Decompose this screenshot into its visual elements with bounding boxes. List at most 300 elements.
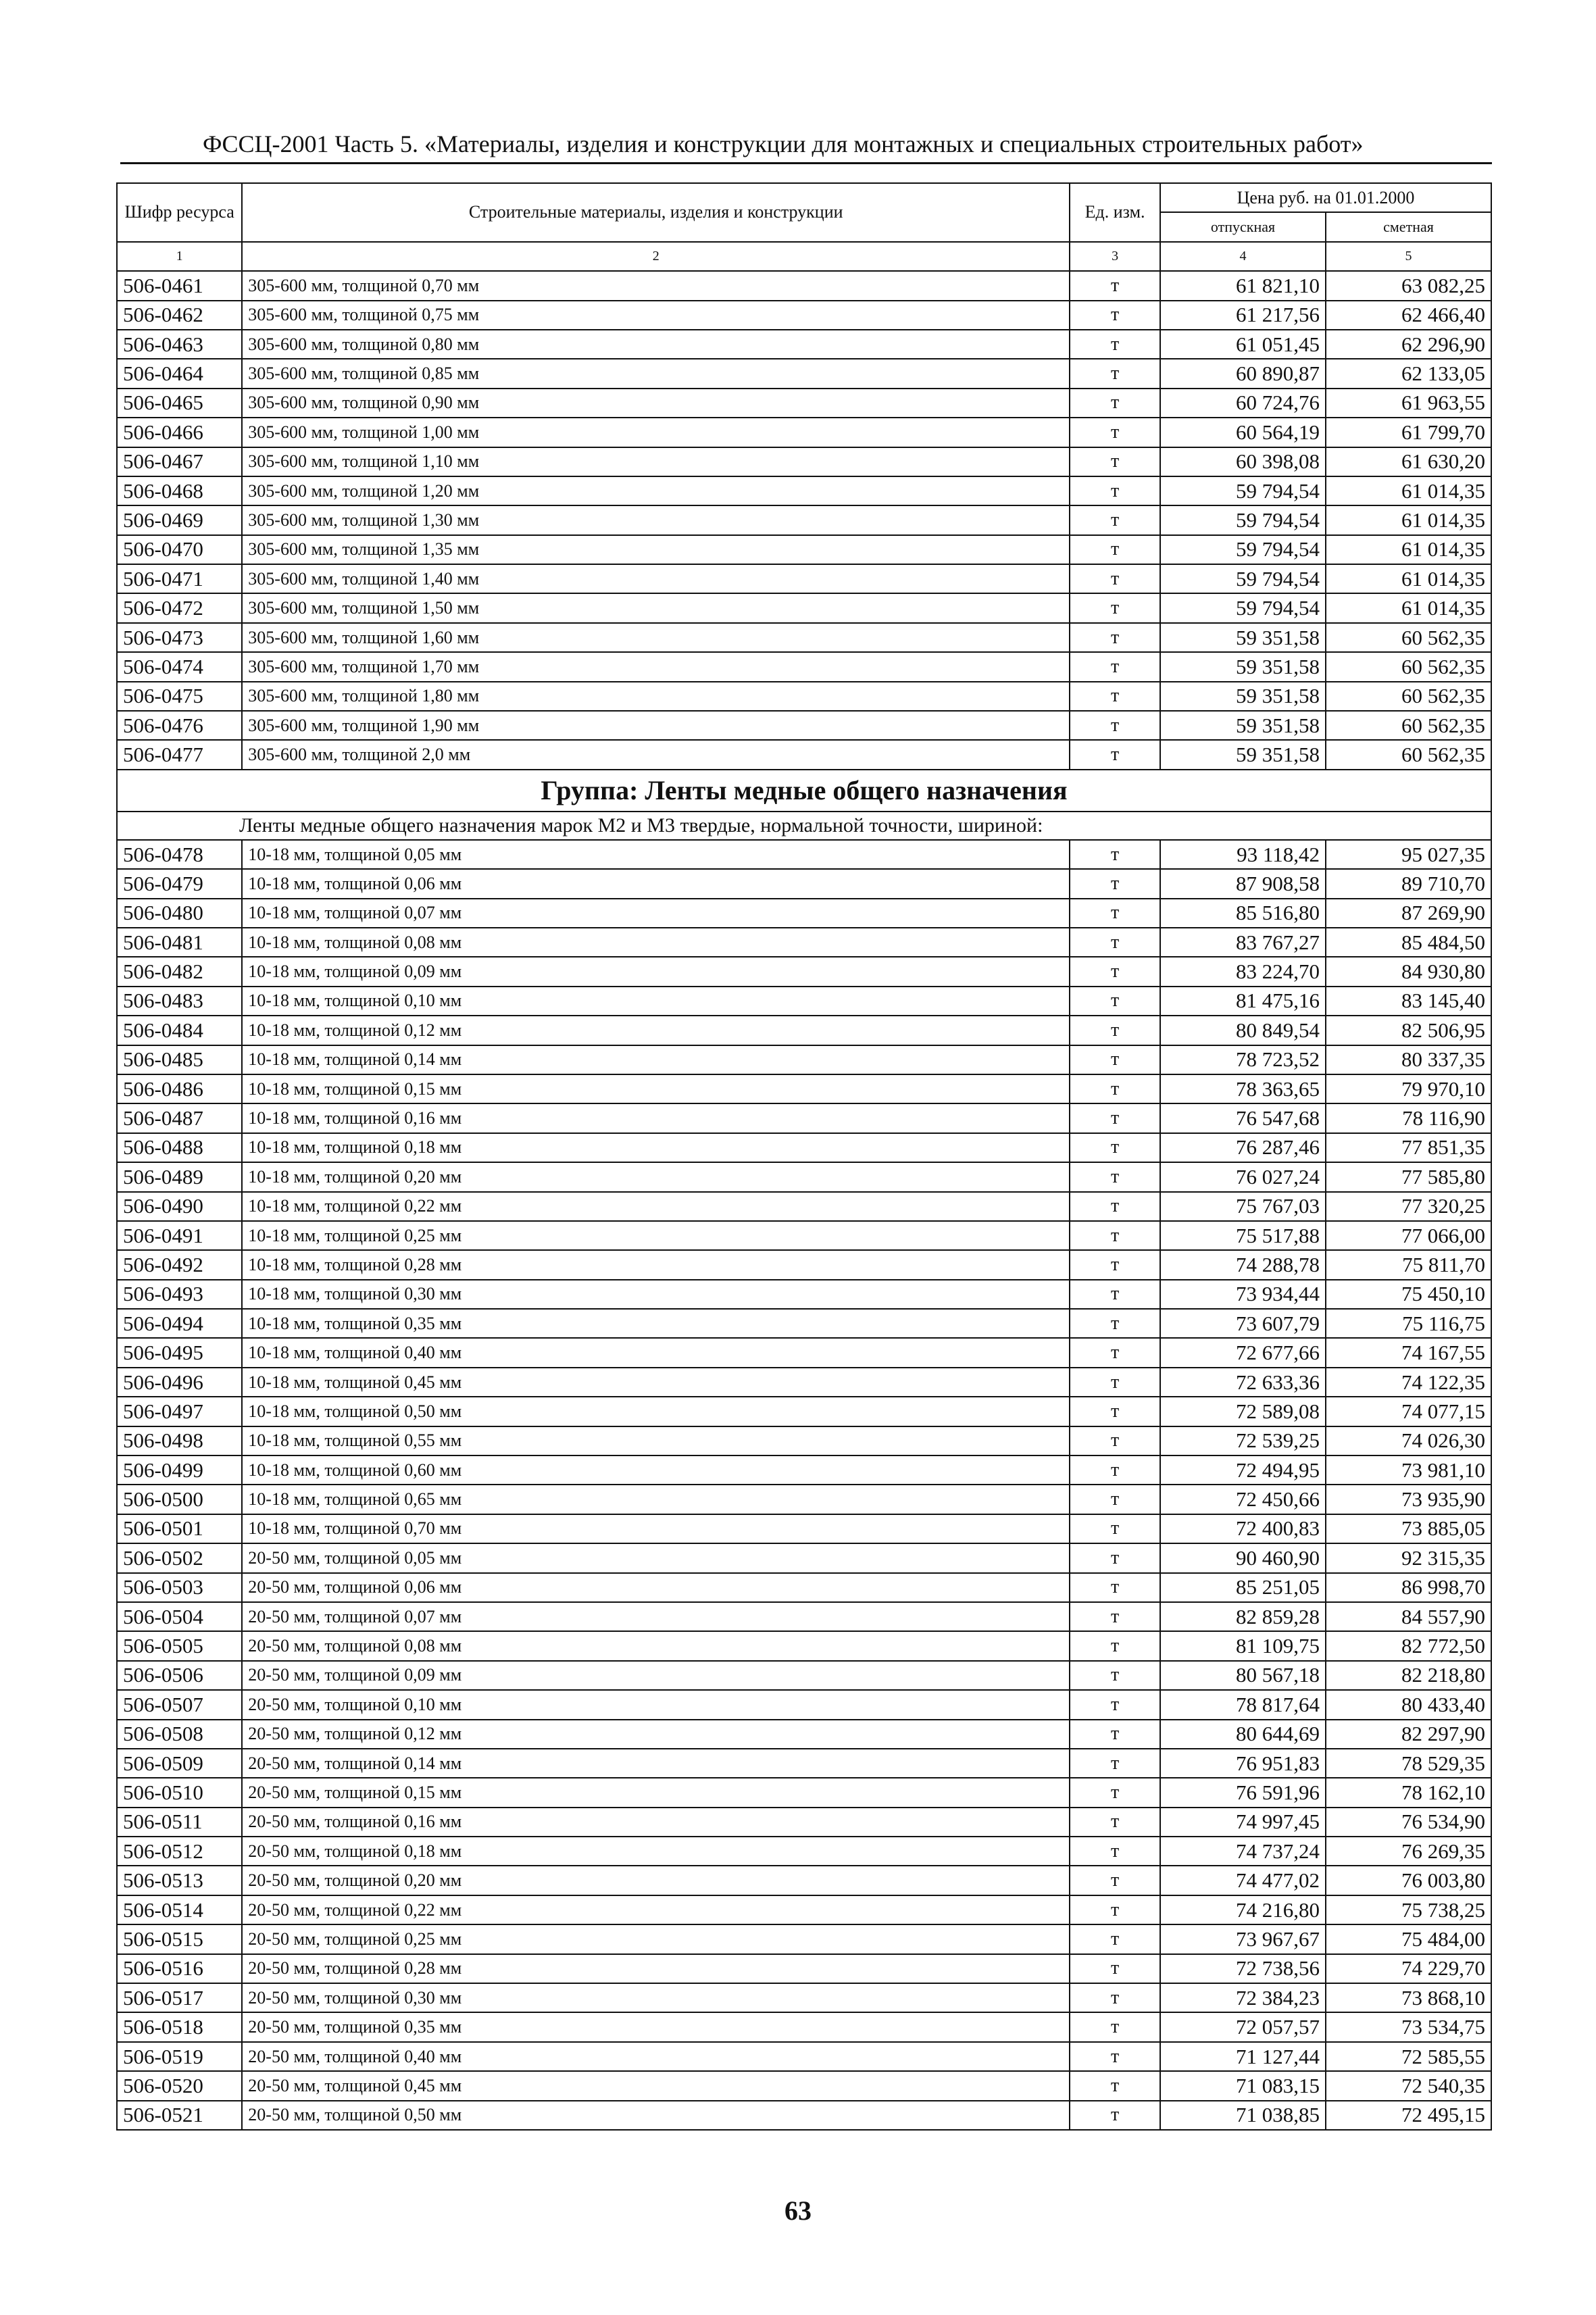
release-price: 74 997,45 bbox=[1160, 1808, 1326, 1837]
table-row bbox=[117, 1573, 1491, 1602]
page-number: 63 bbox=[784, 2195, 812, 2226]
unit-cell: т bbox=[1070, 2071, 1160, 2100]
resource-code: 506-0506 bbox=[117, 1661, 242, 1690]
unit-cell: т bbox=[1070, 505, 1160, 534]
estimate-price: 62 466,40 bbox=[1326, 301, 1491, 330]
resource-code: 506-0463 bbox=[117, 330, 242, 359]
estimate-price: 77 585,80 bbox=[1326, 1162, 1491, 1191]
item-name: 20-50 мм, толщиной 0,35 мм bbox=[242, 2012, 1070, 2041]
estimate-price: 72 540,35 bbox=[1326, 2071, 1491, 2100]
release-price: 61 821,10 bbox=[1160, 271, 1326, 300]
item-name: 10-18 мм, толщиной 0,09 мм bbox=[242, 957, 1070, 986]
unit-cell: т bbox=[1070, 1192, 1160, 1221]
estimate-price: 79 970,10 bbox=[1326, 1074, 1491, 1103]
unit-cell: т bbox=[1070, 1924, 1160, 1953]
resource-code: 506-0513 bbox=[117, 1866, 242, 1895]
estimate-price: 77 066,00 bbox=[1326, 1221, 1491, 1250]
unit-cell: т bbox=[1070, 1397, 1160, 1426]
unit-cell: т bbox=[1070, 899, 1160, 928]
table-row bbox=[117, 1133, 1491, 1162]
table-row bbox=[117, 418, 1491, 447]
release-price: 61 217,56 bbox=[1160, 301, 1326, 330]
item-name: 10-18 мм, толщиной 0,50 мм bbox=[242, 1397, 1070, 1426]
resource-code: 506-0483 bbox=[117, 987, 242, 1016]
estimate-price: 75 116,75 bbox=[1326, 1309, 1491, 1338]
item-name: 305-600 мм, толщиной 1,20 мм bbox=[242, 476, 1070, 505]
item-name: 305-600 мм, толщиной 1,90 мм bbox=[242, 711, 1070, 740]
resource-code: 506-0514 bbox=[117, 1895, 242, 1924]
release-price: 73 607,79 bbox=[1160, 1309, 1326, 1338]
estimate-price: 60 562,35 bbox=[1326, 740, 1491, 769]
resource-code: 506-0497 bbox=[117, 1397, 242, 1426]
release-price: 60 564,19 bbox=[1160, 418, 1326, 447]
estimate-price: 73 534,75 bbox=[1326, 2012, 1491, 2041]
unit-cell: т bbox=[1070, 1661, 1160, 1690]
estimate-price: 76 269,35 bbox=[1326, 1837, 1491, 1866]
resource-code: 506-0488 bbox=[117, 1133, 242, 1162]
release-price: 75 767,03 bbox=[1160, 1192, 1326, 1221]
table-row bbox=[117, 1602, 1491, 1631]
release-price: 72 633,36 bbox=[1160, 1368, 1326, 1397]
table-row bbox=[117, 1749, 1491, 1778]
resource-code: 506-0521 bbox=[117, 2101, 242, 2130]
resource-code: 506-0479 bbox=[117, 869, 242, 898]
resource-code: 506-0510 bbox=[117, 1778, 242, 1807]
column-number: 5 bbox=[1326, 242, 1491, 271]
release-price: 76 027,24 bbox=[1160, 1162, 1326, 1191]
table-row bbox=[117, 593, 1491, 622]
release-price: 59 351,58 bbox=[1160, 682, 1326, 711]
unit-cell: т bbox=[1070, 1690, 1160, 1719]
table-row bbox=[117, 389, 1491, 418]
estimate-price: 83 145,40 bbox=[1326, 987, 1491, 1016]
release-price: 59 351,58 bbox=[1160, 740, 1326, 769]
release-price: 72 677,66 bbox=[1160, 1338, 1326, 1367]
column-number: 3 bbox=[1070, 242, 1160, 271]
table-row bbox=[117, 301, 1491, 330]
header-release-price: отпускная bbox=[1160, 212, 1326, 241]
resource-code: 506-0477 bbox=[117, 740, 242, 769]
release-price: 74 216,80 bbox=[1160, 1895, 1326, 1924]
unit-cell: т bbox=[1070, 652, 1160, 681]
resource-code: 506-0470 bbox=[117, 535, 242, 564]
estimate-price: 80 337,35 bbox=[1326, 1045, 1491, 1074]
release-price: 73 967,67 bbox=[1160, 1924, 1326, 1953]
estimate-price: 78 116,90 bbox=[1326, 1103, 1491, 1132]
estimate-price: 60 562,35 bbox=[1326, 682, 1491, 711]
resource-code: 506-0516 bbox=[117, 1954, 242, 1983]
resource-code: 506-0500 bbox=[117, 1485, 242, 1514]
table-row bbox=[117, 1045, 1491, 1074]
header-unit: Ед. изм. bbox=[1070, 183, 1160, 242]
group-title: Группа: Ленты медные общего назначения bbox=[117, 770, 1491, 812]
estimate-price: 60 562,35 bbox=[1326, 652, 1491, 681]
resource-code: 506-0517 bbox=[117, 1983, 242, 2012]
estimate-price: 62 296,90 bbox=[1326, 330, 1491, 359]
table-row bbox=[117, 711, 1491, 740]
item-name: 305-600 мм, толщиной 1,50 мм bbox=[242, 593, 1070, 622]
estimate-price: 77 851,35 bbox=[1326, 1133, 1491, 1162]
item-name: 20-50 мм, толщиной 0,08 мм bbox=[242, 1631, 1070, 1660]
estimate-price: 72 585,55 bbox=[1326, 2042, 1491, 2071]
table-row bbox=[117, 1309, 1491, 1338]
estimate-price: 73 868,10 bbox=[1326, 1983, 1491, 2012]
item-name: 10-18 мм, толщиной 0,22 мм bbox=[242, 1192, 1070, 1221]
unit-cell: т bbox=[1070, 1103, 1160, 1132]
release-price: 76 951,83 bbox=[1160, 1749, 1326, 1778]
estimate-price: 84 557,90 bbox=[1326, 1602, 1491, 1631]
unit-cell: т bbox=[1070, 1808, 1160, 1837]
unit-cell: т bbox=[1070, 593, 1160, 622]
estimate-price: 61 799,70 bbox=[1326, 418, 1491, 447]
release-price: 59 351,58 bbox=[1160, 623, 1326, 652]
release-price: 59 794,54 bbox=[1160, 535, 1326, 564]
estimate-price: 78 529,35 bbox=[1326, 1749, 1491, 1778]
table-body-part-b bbox=[117, 840, 1491, 2130]
resource-code: 506-0495 bbox=[117, 1338, 242, 1367]
release-price: 72 539,25 bbox=[1160, 1426, 1326, 1455]
unit-cell: т bbox=[1070, 740, 1160, 769]
release-price: 78 363,65 bbox=[1160, 1074, 1326, 1103]
item-name: 10-18 мм, толщиной 0,06 мм bbox=[242, 869, 1070, 898]
item-name: 10-18 мм, толщиной 0,18 мм bbox=[242, 1133, 1070, 1162]
item-name: 20-50 мм, толщиной 0,06 мм bbox=[242, 1573, 1070, 1602]
estimate-price: 61 014,35 bbox=[1326, 505, 1491, 534]
item-name: 305-600 мм, толщиной 1,30 мм bbox=[242, 505, 1070, 534]
unit-cell: т bbox=[1070, 271, 1160, 300]
resource-code: 506-0498 bbox=[117, 1426, 242, 1455]
release-price: 59 351,58 bbox=[1160, 652, 1326, 681]
resource-code: 506-0504 bbox=[117, 1602, 242, 1631]
estimate-price: 61 014,35 bbox=[1326, 593, 1491, 622]
estimate-price: 74 167,55 bbox=[1326, 1338, 1491, 1367]
table-row bbox=[117, 1280, 1491, 1309]
table-row bbox=[117, 987, 1491, 1016]
release-price: 60 398,08 bbox=[1160, 447, 1326, 476]
estimate-price: 87 269,90 bbox=[1326, 899, 1491, 928]
resource-code: 506-0482 bbox=[117, 957, 242, 986]
table-row bbox=[117, 1924, 1491, 1953]
estimate-price: 82 772,50 bbox=[1326, 1631, 1491, 1660]
resource-code: 506-0492 bbox=[117, 1250, 242, 1279]
header-price: Цена руб. на 01.01.2000 bbox=[1160, 183, 1491, 212]
resource-code: 506-0474 bbox=[117, 652, 242, 681]
resource-code: 506-0505 bbox=[117, 1631, 242, 1660]
resource-code: 506-0501 bbox=[117, 1514, 242, 1543]
unit-cell: т bbox=[1070, 1602, 1160, 1631]
unit-cell: т bbox=[1070, 1573, 1160, 1602]
release-price: 61 051,45 bbox=[1160, 330, 1326, 359]
table-row bbox=[117, 1485, 1491, 1514]
resource-code: 506-0507 bbox=[117, 1690, 242, 1719]
estimate-price: 73 935,90 bbox=[1326, 1485, 1491, 1514]
item-name: 305-600 мм, толщиной 0,85 мм bbox=[242, 359, 1070, 388]
resource-code: 506-0480 bbox=[117, 899, 242, 928]
unit-cell: т bbox=[1070, 869, 1160, 898]
item-name: 10-18 мм, толщиной 0,45 мм bbox=[242, 1368, 1070, 1397]
unit-cell: т bbox=[1070, 2012, 1160, 2041]
table-row bbox=[117, 1837, 1491, 1866]
estimate-price: 76 534,90 bbox=[1326, 1808, 1491, 1837]
release-price: 59 794,54 bbox=[1160, 564, 1326, 593]
item-name: 10-18 мм, толщиной 0,16 мм bbox=[242, 1103, 1070, 1132]
item-name: 20-50 мм, толщиной 0,16 мм bbox=[242, 1808, 1070, 1837]
table-row bbox=[117, 330, 1491, 359]
item-name: 10-18 мм, толщиной 0,30 мм bbox=[242, 1280, 1070, 1309]
table-row bbox=[117, 1631, 1491, 1660]
resource-code: 506-0464 bbox=[117, 359, 242, 388]
resource-code: 506-0515 bbox=[117, 1924, 242, 1953]
release-price: 81 475,16 bbox=[1160, 987, 1326, 1016]
item-name: 10-18 мм, толщиной 0,14 мм bbox=[242, 1045, 1070, 1074]
page-title: ФССЦ-2001 Часть 5. «Материалы, изделия и конструкции для монтажных и специальных строительных работ» bbox=[203, 130, 1364, 157]
table-row bbox=[117, 1426, 1491, 1455]
estimate-price: 78 162,10 bbox=[1326, 1778, 1491, 1807]
title-rule bbox=[120, 162, 1492, 164]
unit-cell: т bbox=[1070, 359, 1160, 388]
resource-code: 506-0509 bbox=[117, 1749, 242, 1778]
item-name: 20-50 мм, толщиной 0,40 мм bbox=[242, 2042, 1070, 2071]
estimate-price: 82 297,90 bbox=[1326, 1720, 1491, 1749]
table-row bbox=[117, 476, 1491, 505]
unit-cell: т bbox=[1070, 1280, 1160, 1309]
table-row bbox=[117, 740, 1491, 769]
item-name: 20-50 мм, толщиной 0,09 мм bbox=[242, 1661, 1070, 1690]
estimate-price: 74 229,70 bbox=[1326, 1954, 1491, 1983]
item-name: 10-18 мм, толщиной 0,05 мм bbox=[242, 840, 1070, 869]
release-price: 59 794,54 bbox=[1160, 593, 1326, 622]
header-estimate-price: сметная bbox=[1326, 212, 1491, 241]
table-row bbox=[117, 840, 1491, 869]
unit-cell: т bbox=[1070, 330, 1160, 359]
item-name: 305-600 мм, толщиной 1,80 мм bbox=[242, 682, 1070, 711]
item-name: 305-600 мм, толщиной 1,60 мм bbox=[242, 623, 1070, 652]
release-price: 83 224,70 bbox=[1160, 957, 1326, 986]
resource-code: 506-0467 bbox=[117, 447, 242, 476]
table-row bbox=[117, 652, 1491, 681]
estimate-price: 61 630,20 bbox=[1326, 447, 1491, 476]
resource-code: 506-0486 bbox=[117, 1074, 242, 1103]
release-price: 72 450,66 bbox=[1160, 1485, 1326, 1514]
table-row bbox=[117, 359, 1491, 388]
resource-code: 506-0485 bbox=[117, 1045, 242, 1074]
unit-cell: т bbox=[1070, 1514, 1160, 1543]
item-name: 20-50 мм, толщиной 0,15 мм bbox=[242, 1778, 1070, 1807]
item-name: 10-18 мм, толщиной 0,15 мм bbox=[242, 1074, 1070, 1103]
unit-cell: т bbox=[1070, 1162, 1160, 1191]
unit-cell: т bbox=[1070, 1016, 1160, 1045]
table-row bbox=[117, 1103, 1491, 1132]
unit-cell: т bbox=[1070, 1309, 1160, 1338]
table-row bbox=[117, 564, 1491, 593]
estimate-price: 61 014,35 bbox=[1326, 476, 1491, 505]
release-price: 75 517,88 bbox=[1160, 1221, 1326, 1250]
estimate-price: 75 450,10 bbox=[1326, 1280, 1491, 1309]
estimate-price: 73 981,10 bbox=[1326, 1455, 1491, 1485]
table-row bbox=[117, 869, 1491, 898]
table-row bbox=[117, 899, 1491, 928]
release-price: 59 351,58 bbox=[1160, 711, 1326, 740]
item-name: 10-18 мм, толщиной 0,12 мм bbox=[242, 1016, 1070, 1045]
resource-code: 506-0520 bbox=[117, 2071, 242, 2100]
release-price: 78 817,64 bbox=[1160, 1690, 1326, 1719]
resource-code: 506-0511 bbox=[117, 1808, 242, 1837]
release-price: 74 477,02 bbox=[1160, 1866, 1326, 1895]
table-row bbox=[117, 505, 1491, 534]
release-price: 71 127,44 bbox=[1160, 2042, 1326, 2071]
resource-code: 506-0462 bbox=[117, 301, 242, 330]
unit-cell: т bbox=[1070, 1074, 1160, 1103]
estimate-price: 95 027,35 bbox=[1326, 840, 1491, 869]
unit-cell: т bbox=[1070, 1045, 1160, 1074]
unit-cell: т bbox=[1070, 840, 1160, 869]
resource-code: 506-0471 bbox=[117, 564, 242, 593]
table-row bbox=[117, 1778, 1491, 1807]
estimate-price: 74 122,35 bbox=[1326, 1368, 1491, 1397]
item-name: 20-50 мм, толщиной 0,12 мм bbox=[242, 1720, 1070, 1749]
header-name: Строительные материалы, изделия и конструкции bbox=[242, 183, 1070, 242]
release-price: 76 591,96 bbox=[1160, 1778, 1326, 1807]
unit-cell: т bbox=[1070, 623, 1160, 652]
release-price: 80 644,69 bbox=[1160, 1720, 1326, 1749]
table-header bbox=[117, 183, 1491, 271]
estimate-price: 72 495,15 bbox=[1326, 2101, 1491, 2130]
unit-cell: т bbox=[1070, 1368, 1160, 1397]
unit-cell: т bbox=[1070, 389, 1160, 418]
resource-code: 506-0508 bbox=[117, 1720, 242, 1749]
table-row bbox=[117, 1514, 1491, 1543]
table-row bbox=[117, 1983, 1491, 2012]
table-row bbox=[117, 1455, 1491, 1485]
table-row bbox=[117, 1954, 1491, 1983]
unit-cell: т bbox=[1070, 1455, 1160, 1485]
resource-code: 506-0496 bbox=[117, 1368, 242, 1397]
release-price: 72 589,08 bbox=[1160, 1397, 1326, 1426]
release-price: 71 038,85 bbox=[1160, 2101, 1326, 2130]
item-name: 20-50 мм, толщиной 0,05 мм bbox=[242, 1543, 1070, 1572]
release-price: 59 794,54 bbox=[1160, 476, 1326, 505]
item-name: 10-18 мм, толщиной 0,55 мм bbox=[242, 1426, 1070, 1455]
table-row bbox=[117, 1016, 1491, 1045]
item-name: 10-18 мм, толщиной 0,28 мм bbox=[242, 1250, 1070, 1279]
estimate-price: 61 014,35 bbox=[1326, 535, 1491, 564]
table-row bbox=[117, 1720, 1491, 1749]
unit-cell: т bbox=[1070, 1866, 1160, 1895]
item-name: 305-600 мм, толщиной 0,80 мм bbox=[242, 330, 1070, 359]
item-name: 305-600 мм, толщиной 0,75 мм bbox=[242, 301, 1070, 330]
release-price: 74 288,78 bbox=[1160, 1250, 1326, 1279]
resource-code: 506-0469 bbox=[117, 505, 242, 534]
table-row bbox=[117, 1866, 1491, 1895]
release-price: 71 083,15 bbox=[1160, 2071, 1326, 2100]
release-price: 72 494,95 bbox=[1160, 1455, 1326, 1485]
resource-code: 506-0512 bbox=[117, 1837, 242, 1866]
column-number: 1 bbox=[117, 242, 242, 271]
item-name: 20-50 мм, толщиной 0,30 мм bbox=[242, 1983, 1070, 2012]
unit-cell: т bbox=[1070, 476, 1160, 505]
table-row bbox=[117, 2012, 1491, 2041]
item-name: 305-600 мм, толщиной 1,35 мм bbox=[242, 535, 1070, 564]
release-price: 60 890,87 bbox=[1160, 359, 1326, 388]
unit-cell: т bbox=[1070, 564, 1160, 593]
resource-code: 506-0468 bbox=[117, 476, 242, 505]
table-row bbox=[117, 1074, 1491, 1103]
item-name: 10-18 мм, толщиной 0,10 мм bbox=[242, 987, 1070, 1016]
estimate-price: 73 885,05 bbox=[1326, 1514, 1491, 1543]
unit-cell: т bbox=[1070, 711, 1160, 740]
table-row bbox=[117, 535, 1491, 564]
release-price: 85 516,80 bbox=[1160, 899, 1326, 928]
resource-code: 506-0466 bbox=[117, 418, 242, 447]
column-number: 2 bbox=[242, 242, 1070, 271]
release-price: 85 251,05 bbox=[1160, 1573, 1326, 1602]
unit-cell: т bbox=[1070, 1426, 1160, 1455]
table-row bbox=[117, 1221, 1491, 1250]
resource-code: 506-0519 bbox=[117, 2042, 242, 2071]
estimate-price: 84 930,80 bbox=[1326, 957, 1491, 986]
unit-cell: т bbox=[1070, 987, 1160, 1016]
item-name: 305-600 мм, толщиной 1,10 мм bbox=[242, 447, 1070, 476]
item-name: 20-50 мм, толщиной 0,20 мм bbox=[242, 1866, 1070, 1895]
header-code: Шифр ресурса bbox=[117, 183, 242, 242]
release-price: 60 724,76 bbox=[1160, 389, 1326, 418]
estimate-price: 60 562,35 bbox=[1326, 623, 1491, 652]
release-price: 80 567,18 bbox=[1160, 1661, 1326, 1690]
estimate-price: 82 218,80 bbox=[1326, 1661, 1491, 1690]
unit-cell: т bbox=[1070, 1543, 1160, 1572]
group-subtitle: Ленты медные общего назначения марок М2 и М3 твердые, нормальной точности, шириной: bbox=[117, 812, 1491, 840]
release-price: 73 934,44 bbox=[1160, 1280, 1326, 1309]
release-price: 90 460,90 bbox=[1160, 1543, 1326, 1572]
unit-cell: т bbox=[1070, 928, 1160, 957]
table-row bbox=[117, 682, 1491, 711]
item-name: 10-18 мм, толщиной 0,35 мм bbox=[242, 1309, 1070, 1338]
resource-code: 506-0481 bbox=[117, 928, 242, 957]
item-name: 10-18 мм, толщиной 0,60 мм bbox=[242, 1455, 1070, 1485]
resource-code: 506-0476 bbox=[117, 711, 242, 740]
resource-code: 506-0489 bbox=[117, 1162, 242, 1191]
resource-code: 506-0502 bbox=[117, 1543, 242, 1572]
table-row bbox=[117, 1808, 1491, 1837]
item-name: 10-18 мм, толщиной 0,40 мм bbox=[242, 1338, 1070, 1367]
item-name: 305-600 мм, толщиной 1,40 мм bbox=[242, 564, 1070, 593]
unit-cell: т bbox=[1070, 1983, 1160, 2012]
unit-cell: т bbox=[1070, 1954, 1160, 1983]
table-row bbox=[117, 1543, 1491, 1572]
estimate-price: 85 484,50 bbox=[1326, 928, 1491, 957]
item-name: 20-50 мм, толщиной 0,50 мм bbox=[242, 2101, 1070, 2130]
group-heading bbox=[117, 770, 1491, 840]
resource-code: 506-0487 bbox=[117, 1103, 242, 1132]
estimate-price: 61 014,35 bbox=[1326, 564, 1491, 593]
resource-code: 506-0465 bbox=[117, 389, 242, 418]
estimate-price: 60 562,35 bbox=[1326, 711, 1491, 740]
column-number: 4 bbox=[1160, 242, 1326, 271]
item-name: 305-600 мм, толщиной 0,70 мм bbox=[242, 271, 1070, 300]
unit-cell: т bbox=[1070, 1749, 1160, 1778]
item-name: 20-50 мм, толщиной 0,10 мм bbox=[242, 1690, 1070, 1719]
item-name: 305-600 мм, толщиной 0,90 мм bbox=[242, 389, 1070, 418]
resource-code: 506-0461 bbox=[117, 271, 242, 300]
item-name: 20-50 мм, толщиной 0,22 мм bbox=[242, 1895, 1070, 1924]
unit-cell: т bbox=[1070, 1778, 1160, 1807]
release-price: 76 287,46 bbox=[1160, 1133, 1326, 1162]
unit-cell: т bbox=[1070, 535, 1160, 564]
table-row bbox=[117, 1397, 1491, 1426]
table-row bbox=[117, 1368, 1491, 1397]
release-price: 81 109,75 bbox=[1160, 1631, 1326, 1660]
table-row bbox=[117, 957, 1491, 986]
